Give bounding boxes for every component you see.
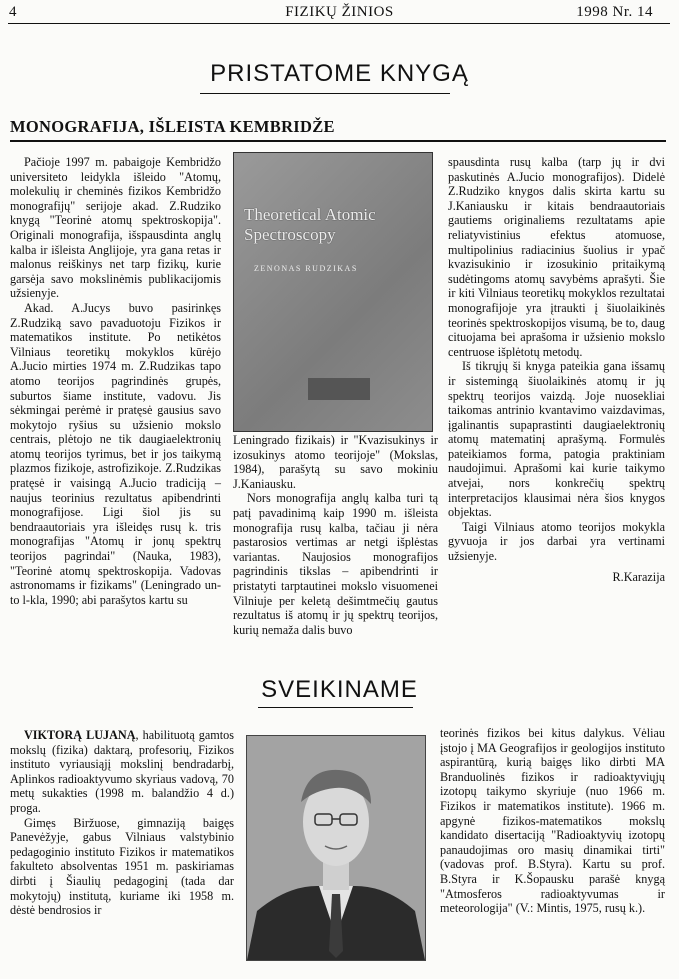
honoree-name: VIKTORĄ LUJANĄ bbox=[24, 728, 136, 742]
paragraph: Akad. A.Jucys buvo pasirinkęs Z.Rudziką savo pavaduotoju Fizikos ir matematikos institute. Po netikėtos Vilniaus teoretikų mokyklos kūrėjo A.Jucio mirties 1974 m. Z.Rudzikas tapo atomo teorijos pagrindinės grupės, suburtos šiame institute, vadovu. Jis sėkmingai perėmė ir pratęsė gausius savo mokytojo ryšius su užsienio mokslo centrais, plėtojo ne tik daugiaelektronių atomų teorijos tyrimus, bet ir jos taikymą plazmos fizikoje, astrofizikoje. Z.Rudzikas pratęsė ir vaisingą A.Jucio tradiciją – naujus teorinius rezultatus apibendrinti monografijose. Ligi šiol jis su bendraautoriais yra išleidęs rusų k. tris monografijas "Atomų ir jonų spektrų teorijos pagrindai" (Nauka, 1983), "Teorinė atomų spektroskopija. Vadovas astronomams ir fizikams" (Leningrado un-to l-kla, 1990; abi parašytos kartu su bbox=[10, 300, 221, 607]
paragraph: Nors monografija anglų kalba turi tą patį pavadinimą kaip 1990 m. išleista monografija rusų kalba, tačiau ji nėra pastarosios vertimas ar netgi išplėstas variantas. Naujosios monografijos pagrindinis tikslas – apibendrinti ir pristatyti tarptautinei mokslo visuomenei Vilniuje per keletą dešimtmečių gautus rezultatus iš atomų ir jų spektrų teorijos, kurių nemaža dalis buvo bbox=[233, 491, 438, 637]
article-column-2 bbox=[233, 433, 438, 637]
section-title-rule bbox=[200, 93, 450, 94]
headline-rule bbox=[10, 140, 666, 142]
paragraph: Gimęs Biržuose, gimnaziją baigęs Panevėžyje, gabus Vilniaus valstybinio pedagoginio instituto Fizikos ir matematikos fakulteto absolventas 1951 m. paskiriamas dirbti į Šiaulių pedagoginį (tada dar mokytojų) institutą, kuriame iki 1958 m. dėstė bendrosios ir bbox=[10, 815, 234, 918]
section2-title-rule bbox=[258, 707, 413, 708]
article-column-1 bbox=[10, 155, 221, 607]
paragraph: spausdinta rusų kalba (tarp jų ir dvi paskutinės A.Jucio monografijos). Didelė Z.Rudziko knygos dalis skirta kartu su J.Kaniausku ir kitais bendraautoriais gautiems originaliems rezultatams apie reliatyvistinius efektus atomuose, multipolinius radiacinius šuolius ir ypač kvazisukinio ir izosukinio pritaikymą sudėtingoms atomų savybėms aprašyti. Šie ir kiti Vilniaus teoretikų mokyklos rezultatai monografijoje yra įtraukti į šiuolaikinės teorinės spektroskopijos visumą, be to, daug cituojama bei aprašoma ir užsienio mokslo centruose išplėtotų metodų. bbox=[448, 155, 665, 359]
article-headline: MONOGRAFIJA, IŠLEISTA KEMBRIDŽE bbox=[10, 117, 335, 136]
book-cover-author: ZENONAS RUDZIKAS bbox=[254, 264, 358, 273]
paragraph: Iš tikrųjų ši knyga pateikia gana išsamų ir sistemingą šiuolaikinės atomų ir jų spektrų teorijos vaizdą. Joje nuosekliai taikomas antrinio kvantavimo vaizdavimas, įgalinantis supaprastinti daugiaelektronių atomų matematinį aprašymą. Formulės pateikiamos forma, patogia praktiniam naudojimui. Aprašomi kai kurie taikymo atvejai, nors konkrečių spektrų interpretacijos klausimai nėra šios knygos objektas. bbox=[448, 359, 665, 520]
publisher-logo-icon bbox=[308, 378, 370, 400]
page-number: 4 bbox=[9, 4, 17, 20]
paragraph: Taigi Vilniaus atomo teorijos mokykla gyvuoja ir jos darbai yra vertinami užsienyje. bbox=[448, 519, 665, 564]
book-cover-image bbox=[233, 152, 433, 432]
header-rule bbox=[8, 23, 670, 24]
portrait-icon bbox=[247, 736, 425, 960]
portrait-photo bbox=[246, 735, 426, 961]
section-title-congrats: SVEIKINAME bbox=[261, 676, 418, 703]
paragraph: teorinės fizikos bei kitus dalykus. Vėliau įstojo į MA Geografijos ir geologijos instituto aspirantūrą, kurią baigęs liko dirbti MA Branduolinės fizikos ir radioaktyviųjų izotopų taikymo skyriuje (nuo 1966 m. Fizikos ir matematikos institute). 1966 m. apgynė fizikos-matematikos mokslų kandidato disertaciją "Radioaktyvių izotopų panaudojimas oro masių dinamikai tirti" (vadovas prof. B.Styra). Kartu su prof. B.Styra ir K.Šopausku parašė knygą "Atmosferos radioaktyvumas ir meteorologija" (V.: Mintis, 1975, rusų k.). bbox=[440, 726, 665, 916]
year-issue: 1998 Nr. 14 bbox=[576, 4, 653, 20]
article-column-3 bbox=[448, 155, 665, 584]
paragraph-text: , habilituotą gamtos mokslų (fizika) daktarą, profesorių, Fizikos instituto vyriausiąjį mokslinį bendradarbį, Aplinkos radioaktyvumo skyriaus vadovą, 70 metų sukakties (1998 m. balandžio 4 d.) proga. bbox=[10, 728, 234, 815]
paragraph: Pačioje 1997 m. pabaigoje Kembridžo universiteto leidykla išleido "Atomų, molekulių ir cheminės fizikos Kembridžo monografijų" serijoje akad. Z.Rudziko knygą "Teorinė atomų spektroskopija". Originali monografija, išspausdinta anglų kalba ir išleista Anglijoje, yra gana retas ir malonus reiškinys net tarp fizikų, kurie garsėja savo mokslinėmis publikacijomis užsienyje. bbox=[10, 155, 221, 301]
section-title-book: PRISTATOME KNYGĄ bbox=[210, 60, 469, 87]
greeting-column-2 bbox=[440, 726, 665, 916]
journal-name: FIZIKŲ ŽINIOS bbox=[285, 4, 394, 20]
book-cover-title: Theoretical Atomic Spectroscopy bbox=[244, 205, 376, 244]
signature: R.Karazija bbox=[612, 569, 665, 584]
greeting-column-1 bbox=[10, 728, 234, 918]
paragraph: Leningrado fizikais) ir "Kvazisukinys ir izosukinys atomo teorijoje" (Mokslas, 1984), parašytą su savo mokiniu J.Kaniausku. bbox=[233, 433, 438, 491]
paragraph bbox=[10, 728, 234, 816]
